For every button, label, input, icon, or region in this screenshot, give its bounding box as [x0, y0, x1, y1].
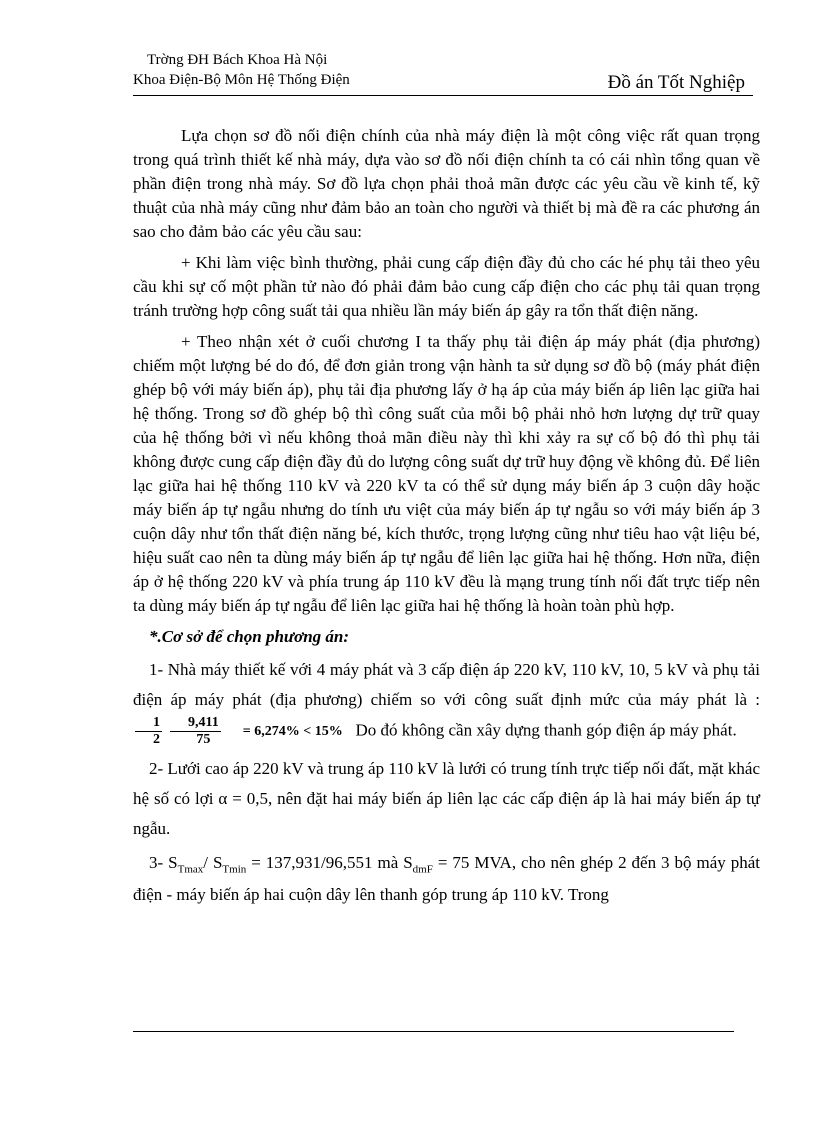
footer-rule	[133, 1031, 734, 1032]
item3-ma: mà S	[372, 853, 413, 872]
item3-rest: = 75 MVA, cho nên ghép 2 đến 3 bộ máy phát điện - máy biến áp hai cuộn dây lên thanh góp trung áp 110 kV. Trong	[133, 853, 760, 905]
page-header	[133, 50, 753, 93]
item3-sub-dmf: dmF	[412, 863, 433, 876]
fraction-half	[135, 715, 162, 748]
item3-values: = 137,931/96,551	[246, 853, 373, 872]
header-rule	[133, 95, 753, 96]
fraction-half-denominator: 2	[153, 732, 160, 747]
basis-item-1-text: 1- Nhà máy thiết kế với 4 máy phát và 3 cấp điện áp 220 kV, 110 kV, 10, 5 kV và phụ tải điện áp máy phát (địa phương) chiếm so với công suất định mức của máy phát là :	[133, 660, 760, 709]
basis-item-3	[133, 850, 760, 908]
basis-item-1	[133, 655, 760, 748]
alpha-value: α = 0,5	[218, 789, 268, 808]
header-university: Trờng ĐH Bách Khoa Hà Nội	[147, 52, 328, 68]
basis-item-2-text-b: , nên đặt hai máy biến áp liên lạc các cấp điện áp là hai máy biến áp tự ngẫu.	[133, 789, 761, 838]
item3-lead: 3- S	[149, 853, 178, 872]
paragraph-requirement-1: + Khi làm việc bình thường, phải cung cấp điện đầy đủ cho các hé phụ tải theo yêu cầu khi sự cố một phần tử nào đó phải đảm bảo cung cấp điện cho các phụ tải quan trọng tránh trường hợp công suất tải qua nhiều lần máy biến áp gây ra tổn thất điện năng.	[133, 253, 760, 320]
header-department: Khoa Điện-Bộ Môn Hệ Thống Điện	[133, 72, 350, 88]
fraction-load	[170, 715, 221, 748]
basis-item-2	[133, 754, 760, 844]
document-body	[133, 124, 760, 908]
item3-sub-tmax: Tmax	[177, 863, 204, 876]
section-heading: *.Cơ sở để chọn phương án:	[149, 627, 350, 646]
load-ratio-formula	[133, 715, 343, 748]
formula-result: = 6,274% < 15%	[242, 723, 343, 739]
basis-item-1-conclusion: Do đó không cần xây dựng thanh góp điện áp máy phát.	[355, 720, 737, 740]
item3-sub-tmin: Tmin	[222, 863, 247, 876]
paragraph-requirement-2: + Theo nhận xét ở cuối chương I ta thấy phụ tải điện áp máy phát (địa phương) chiếm một lượng bé do đó, để đơn giản trong vận hành ta sử dụng sơ đồ bộ (máy phát điện ghép bộ với máy biến áp), phụ tải địa phương lấy ở hạ áp của máy biến áp liên lạc giữa hai hệ thống. Trong sơ đồ ghép bộ thì công suất của mỗi bộ phải nhỏ hơn lượng dự trữ quay của hệ thống bởi vì nếu không thoả mãn điều này thì khi xảy ra sự cố bộ đó thì phụ tải không được cung cấp điện đầy đủ do lượng công suất dự trữ huy động về không đủ. Để liên lạc giữa hai hệ thống 110 kV và 220 kV ta có thể sử dụng máy biến áp 3 cuộn dây hoặc máy biến áp tự ngẫu nhưng do tính ưu việt của máy biến áp tự ngẫu so với máy biến áp 3 cuộn dây như tổn thất điện năng bé, kích thước, trọng lượng cũng như tiêu hao vật liệu bé, hiệu suất cao nên ta dùng máy biến áp tự ngẫu để liên lạc giữa hai hệ thống. Hơn nữa, điện áp ở hệ thống 220 kV và phía trung áp 110 kV đều là mạng trung tính nối đất trực tiếp nên ta dùng máy biến áp tự ngẫu để liên lạc giữa hai hệ thống là hoàn toàn phù hợp.	[133, 332, 760, 615]
basis-item-2-text-a: 2- Lưới cao áp 220 kV và trung áp 110 kV là lưới có trung tính trực tiếp nối đất, mặt khác hệ số có lợi	[133, 759, 760, 808]
item3-slash: / S	[203, 853, 223, 872]
paragraph-intro: Lựa chọn sơ đồ nối điện chính của nhà máy điện là một công việc rất quan trọng trong quá trình thiết kế nhà máy, dựa vào sơ đồ nối điện chính ta có cái nhìn tổng quan về phần điện trong nhà máy. Sơ đồ lựa chọn phải thoả mãn được các yêu cầu về kinh tế, kỹ thuật của nhà máy cũng như đảm bảo an toàn cho người và thiết bị mà đề ra các phương án sao cho đảm bảo các yêu cầu sau:	[133, 126, 760, 241]
fraction-half-numerator: 1	[135, 715, 162, 732]
header-document-type: Đồ án Tốt Nghiệp	[607, 72, 745, 93]
fraction-load-denominator: 75	[196, 732, 211, 747]
fraction-load-numerator: 9,411	[170, 715, 221, 732]
